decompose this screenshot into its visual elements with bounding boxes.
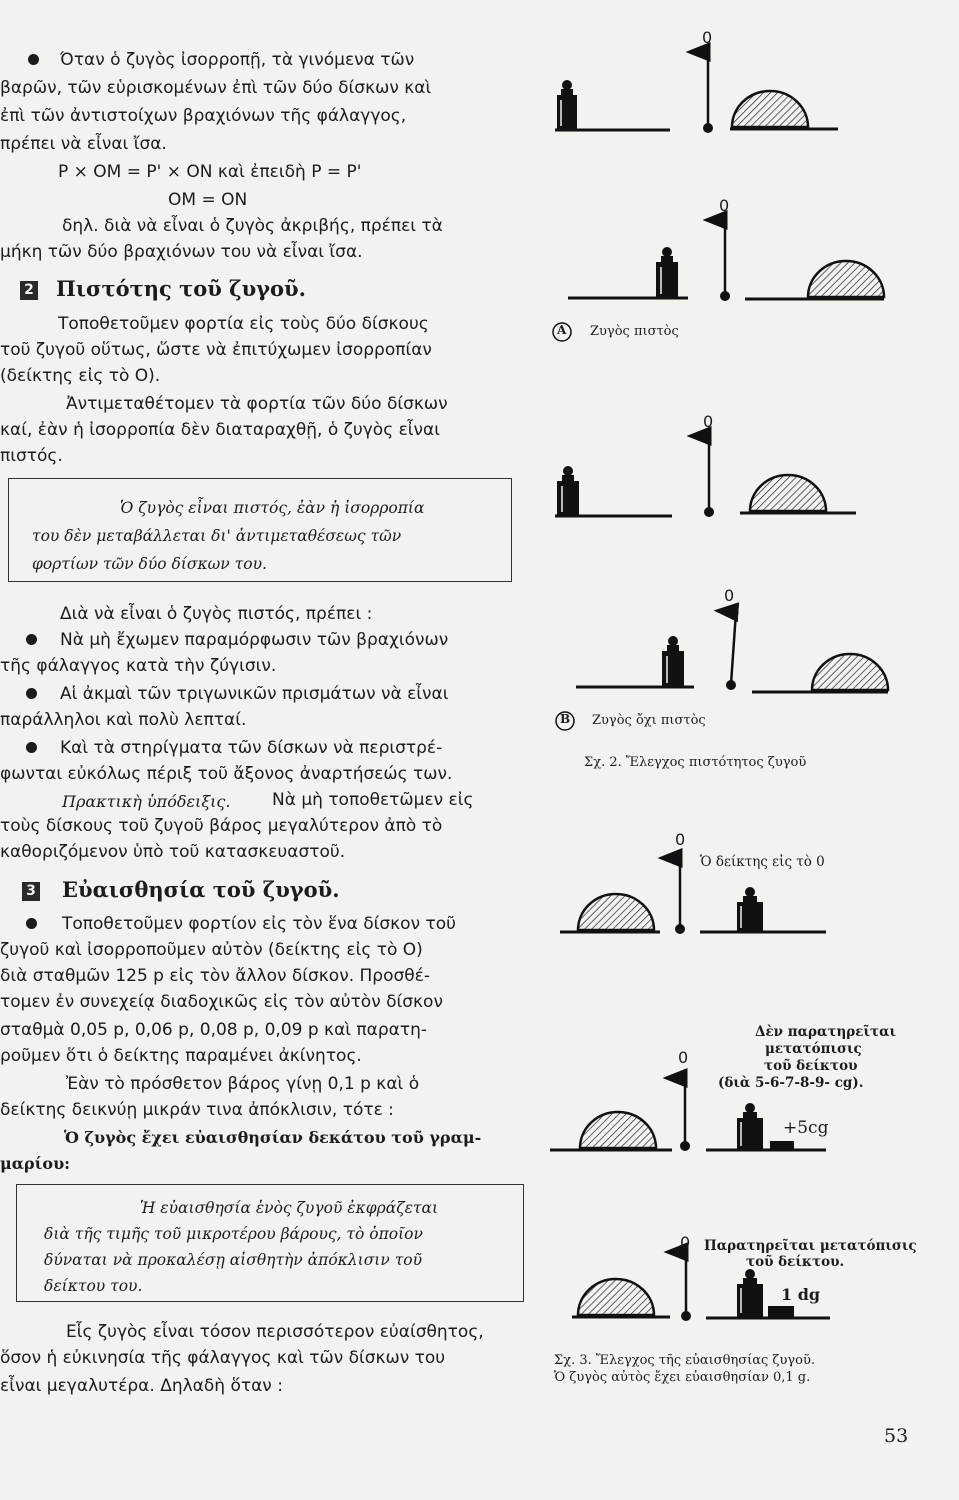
- caption-letter: A: [557, 323, 567, 337]
- definition-line: δύναται νὰ προκαλέσῃ αἰσθητὴν ἀπόκλισιν τοῦ: [44, 1251, 423, 1269]
- paragraph-line: Τοποθετοῦμεν φορτίον εἰς τὸν ἕνα δίσκον τοῦ: [62, 914, 456, 934]
- paragraph-line: Ἐὰν τὸ πρόσθετον βάρος γίνῃ 0,1 p καὶ ὁ: [66, 1074, 420, 1094]
- paragraph-line: σταθμὰ 0,05 p, 0,06 p, 0,08 p, 0,09 p καὶ παρατη-: [0, 1020, 428, 1040]
- zero-mark: 0: [702, 28, 713, 47]
- paragraph-line: ροῦμεν ὅτι ὁ δείκτης παραμένει ἀκίνητος.: [0, 1046, 362, 1066]
- weight-label: 1 dg: [781, 1285, 821, 1304]
- paragraph-line: Εἷς ζυγὸς εἶναι τόσον περισσότερον εὐαίσθητος,: [66, 1322, 484, 1342]
- paragraph-line: καθοριζόμενον ὑπὸ τοῦ κατασκευαστοῦ.: [0, 842, 346, 862]
- caption-letter: B: [560, 712, 571, 726]
- zero-mark: 0: [719, 196, 730, 215]
- paragraph-line: τομεν ἐν συνεχείᾳ διαδοχικῶς εἰς τὸν αὐτὸν δίσκον: [0, 992, 443, 1012]
- zero-mark: 0: [703, 412, 714, 431]
- balance-diagram: [555, 52, 838, 133]
- note-line: τοῦ δείκτου: [764, 1058, 858, 1074]
- note-line: Παρατηρεῖται μετατόπισις: [704, 1238, 917, 1254]
- paragraph-line: Αἱ ἀκμαὶ τῶν τριγωνικῶν πρισμάτων νὰ εἶναι: [60, 684, 449, 704]
- paragraph-line: βαρῶν, τῶν εὑρισκομένων ἐπὶ τῶν δύο δίσκων καὶ: [0, 78, 432, 98]
- definition-line: διὰ τῆς τιμῆς τοῦ μικροτέρου βάρους, τὸ ὁποῖον: [44, 1225, 423, 1243]
- paragraph-line: (δείκτης εἰς τὸ Ο).: [0, 366, 161, 386]
- balance-diagram: [576, 612, 888, 692]
- paragraph-line: δείκτης δεικνύῃ μικράν τινα ἀπόκλισιν, τότε :: [0, 1100, 394, 1120]
- zero-mark: 0: [678, 1048, 689, 1067]
- paragraph-line: Ἀντιμεταθέτομεν τὰ φορτία τῶν δύο δίσκων: [66, 394, 448, 414]
- paragraph-line: ὅσον ἡ εὐκινησία τῆς φάλαγγος καὶ τῶν δίσκων του: [0, 1348, 446, 1368]
- note-line: Δὲν παρατηρεῖται: [755, 1024, 897, 1040]
- bold-statement: μαρίου:: [0, 1154, 71, 1173]
- balance-diagram: [555, 436, 856, 517]
- practical-note-label: Πρακτικὴ ὑπόδειξις.: [62, 792, 231, 811]
- zero-mark: 0: [680, 1233, 691, 1252]
- definition-line: δείκτου του.: [44, 1277, 143, 1295]
- paragraph-line: τῆς φάλαγγος κατὰ τὴν ζύγισιν.: [0, 656, 277, 676]
- figure-caption: Σχ. 3. Ἔλεγχος τῆς εὐαισθησίας ζυγοῦ.: [554, 1353, 815, 1368]
- equation: P × OM = P' × ON καὶ ἐπειδὴ P = P': [58, 162, 362, 182]
- note-line: μετατόπισις: [765, 1041, 862, 1057]
- paragraph-line: καί, ἐὰν ἡ ἰσορροπία δὲν διαταραχθῇ, ὁ ζυγὸς εἶναι: [0, 420, 440, 440]
- section-heading: Πιστότης τοῦ ζυγοῦ.: [56, 276, 306, 301]
- definition-line: Ὁ ζυγὸς εἶναι πιστός, ἐὰν ἡ ἰσορροπία: [120, 499, 425, 517]
- definition-line: του δὲν μεταβάλλεται δι' ἀντιμεταθέσεως τῶν: [32, 527, 402, 545]
- section-heading: Εὐαισθησία τοῦ ζυγοῦ.: [62, 877, 340, 902]
- paragraph-line: Νὰ μὴ τοποθετῶμεν εἰς: [272, 790, 474, 810]
- bold-statement: Ὁ ζυγὸς ἔχει εὐαισθησίαν δεκάτου τοῦ γραμ-: [64, 1128, 482, 1147]
- paragraph-line: φωνται εὐκόλως πέριξ τοῦ ἄξονος ἀναρτήσεώς των.: [0, 764, 453, 784]
- zero-mark: 0: [724, 586, 735, 605]
- paragraph-line: διὰ σταθμῶν 125 p εἰς τὸν ἄλλον δίσκον. Προσθέ-: [0, 966, 430, 986]
- weight-label: +5cg: [783, 1118, 829, 1138]
- figure-caption: Ζυγὸς πιστὸς: [590, 324, 679, 339]
- paragraph-line: Τοποθετοῦμεν φορτία εἰς τοὺς δύο δίσκους: [58, 314, 429, 334]
- paragraph-line: πρέπει νὰ εἶναι ἴσα.: [0, 134, 167, 154]
- paragraph-line: Όταν ὁ ζυγὸς ἰσορροπῇ, τὰ γινόμενα τῶν: [60, 50, 415, 70]
- paragraph-line: Διὰ νὰ εἶναι ὁ ζυγὸς πιστός, πρέπει :: [60, 604, 373, 624]
- definition-line: φορτίων τῶν δύο δίσκων του.: [32, 555, 267, 573]
- paragraph-line: εἶναι μεγαλυτέρα. Δηλαδὴ ὅταν :: [0, 1376, 283, 1396]
- balance-diagram: [568, 220, 884, 301]
- paragraph-line: δηλ. διὰ νὰ εἶναι ὁ ζυγὸς ἀκριβής, πρέπει τὰ: [62, 216, 443, 236]
- note-line: τοῦ δείκτου.: [746, 1254, 845, 1270]
- paragraph-line: τοῦ ζυγοῦ οὕτως, ὥστε νὰ ἐπιτύχωμεν ἰσορροπίαν: [0, 340, 432, 360]
- paragraph-line: παράλληλοι καὶ πολὺ λεπταί.: [0, 710, 247, 730]
- paragraph-line: μήκη τῶν δύο βραχιόνων του νὰ εἶναι ἴσα.: [0, 242, 363, 262]
- paragraph-line: Καὶ τὰ στηρίγματα τῶν δίσκων νὰ περιστρέ-: [60, 738, 443, 758]
- section-number: 3: [22, 882, 40, 901]
- section-number: 2: [20, 281, 38, 300]
- figure-caption: Ὁ ζυγὸς αὐτὸς ἔχει εὐαισθησίαν 0,1 g.: [554, 1370, 811, 1385]
- definition-line: Ἡ εὐαισθησία ἑνὸς ζυγοῦ ἐκφράζεται: [140, 1199, 439, 1217]
- paragraph-line: τοὺς δίσκους τοῦ ζυγοῦ βάρος μεγαλύτερον ἀπὸ τὸ: [0, 816, 443, 836]
- equation: OM = ON: [168, 190, 248, 210]
- pointer-note: Ὁ δείκτης εἰς τὸ 0: [700, 854, 825, 870]
- paragraph-line: πιστός.: [0, 446, 63, 466]
- figure-caption: Σχ. 2. Ἔλεγχος πιστότητος ζυγοῦ: [584, 755, 807, 770]
- paragraph-line: Νὰ μὴ ἔχωμεν παραμόρφωσιν τῶν βραχιόνων: [60, 630, 449, 650]
- note-line: (διὰ 5-6-7-8-9- cg).: [718, 1075, 864, 1091]
- page-number: 53: [884, 1425, 909, 1447]
- paragraph-line: ἐπὶ τῶν ἀντιστοίχων βραχιόνων τῆς φάλαγγος,: [0, 106, 407, 126]
- figure-caption: Ζυγὸς ὄχι πιστὸς: [592, 713, 706, 728]
- zero-mark: 0: [675, 830, 686, 849]
- paragraph-line: ζυγοῦ καὶ ἰσορροποῦμεν αὐτὸν (δείκτης εἰς τὸ Ο): [0, 940, 423, 960]
